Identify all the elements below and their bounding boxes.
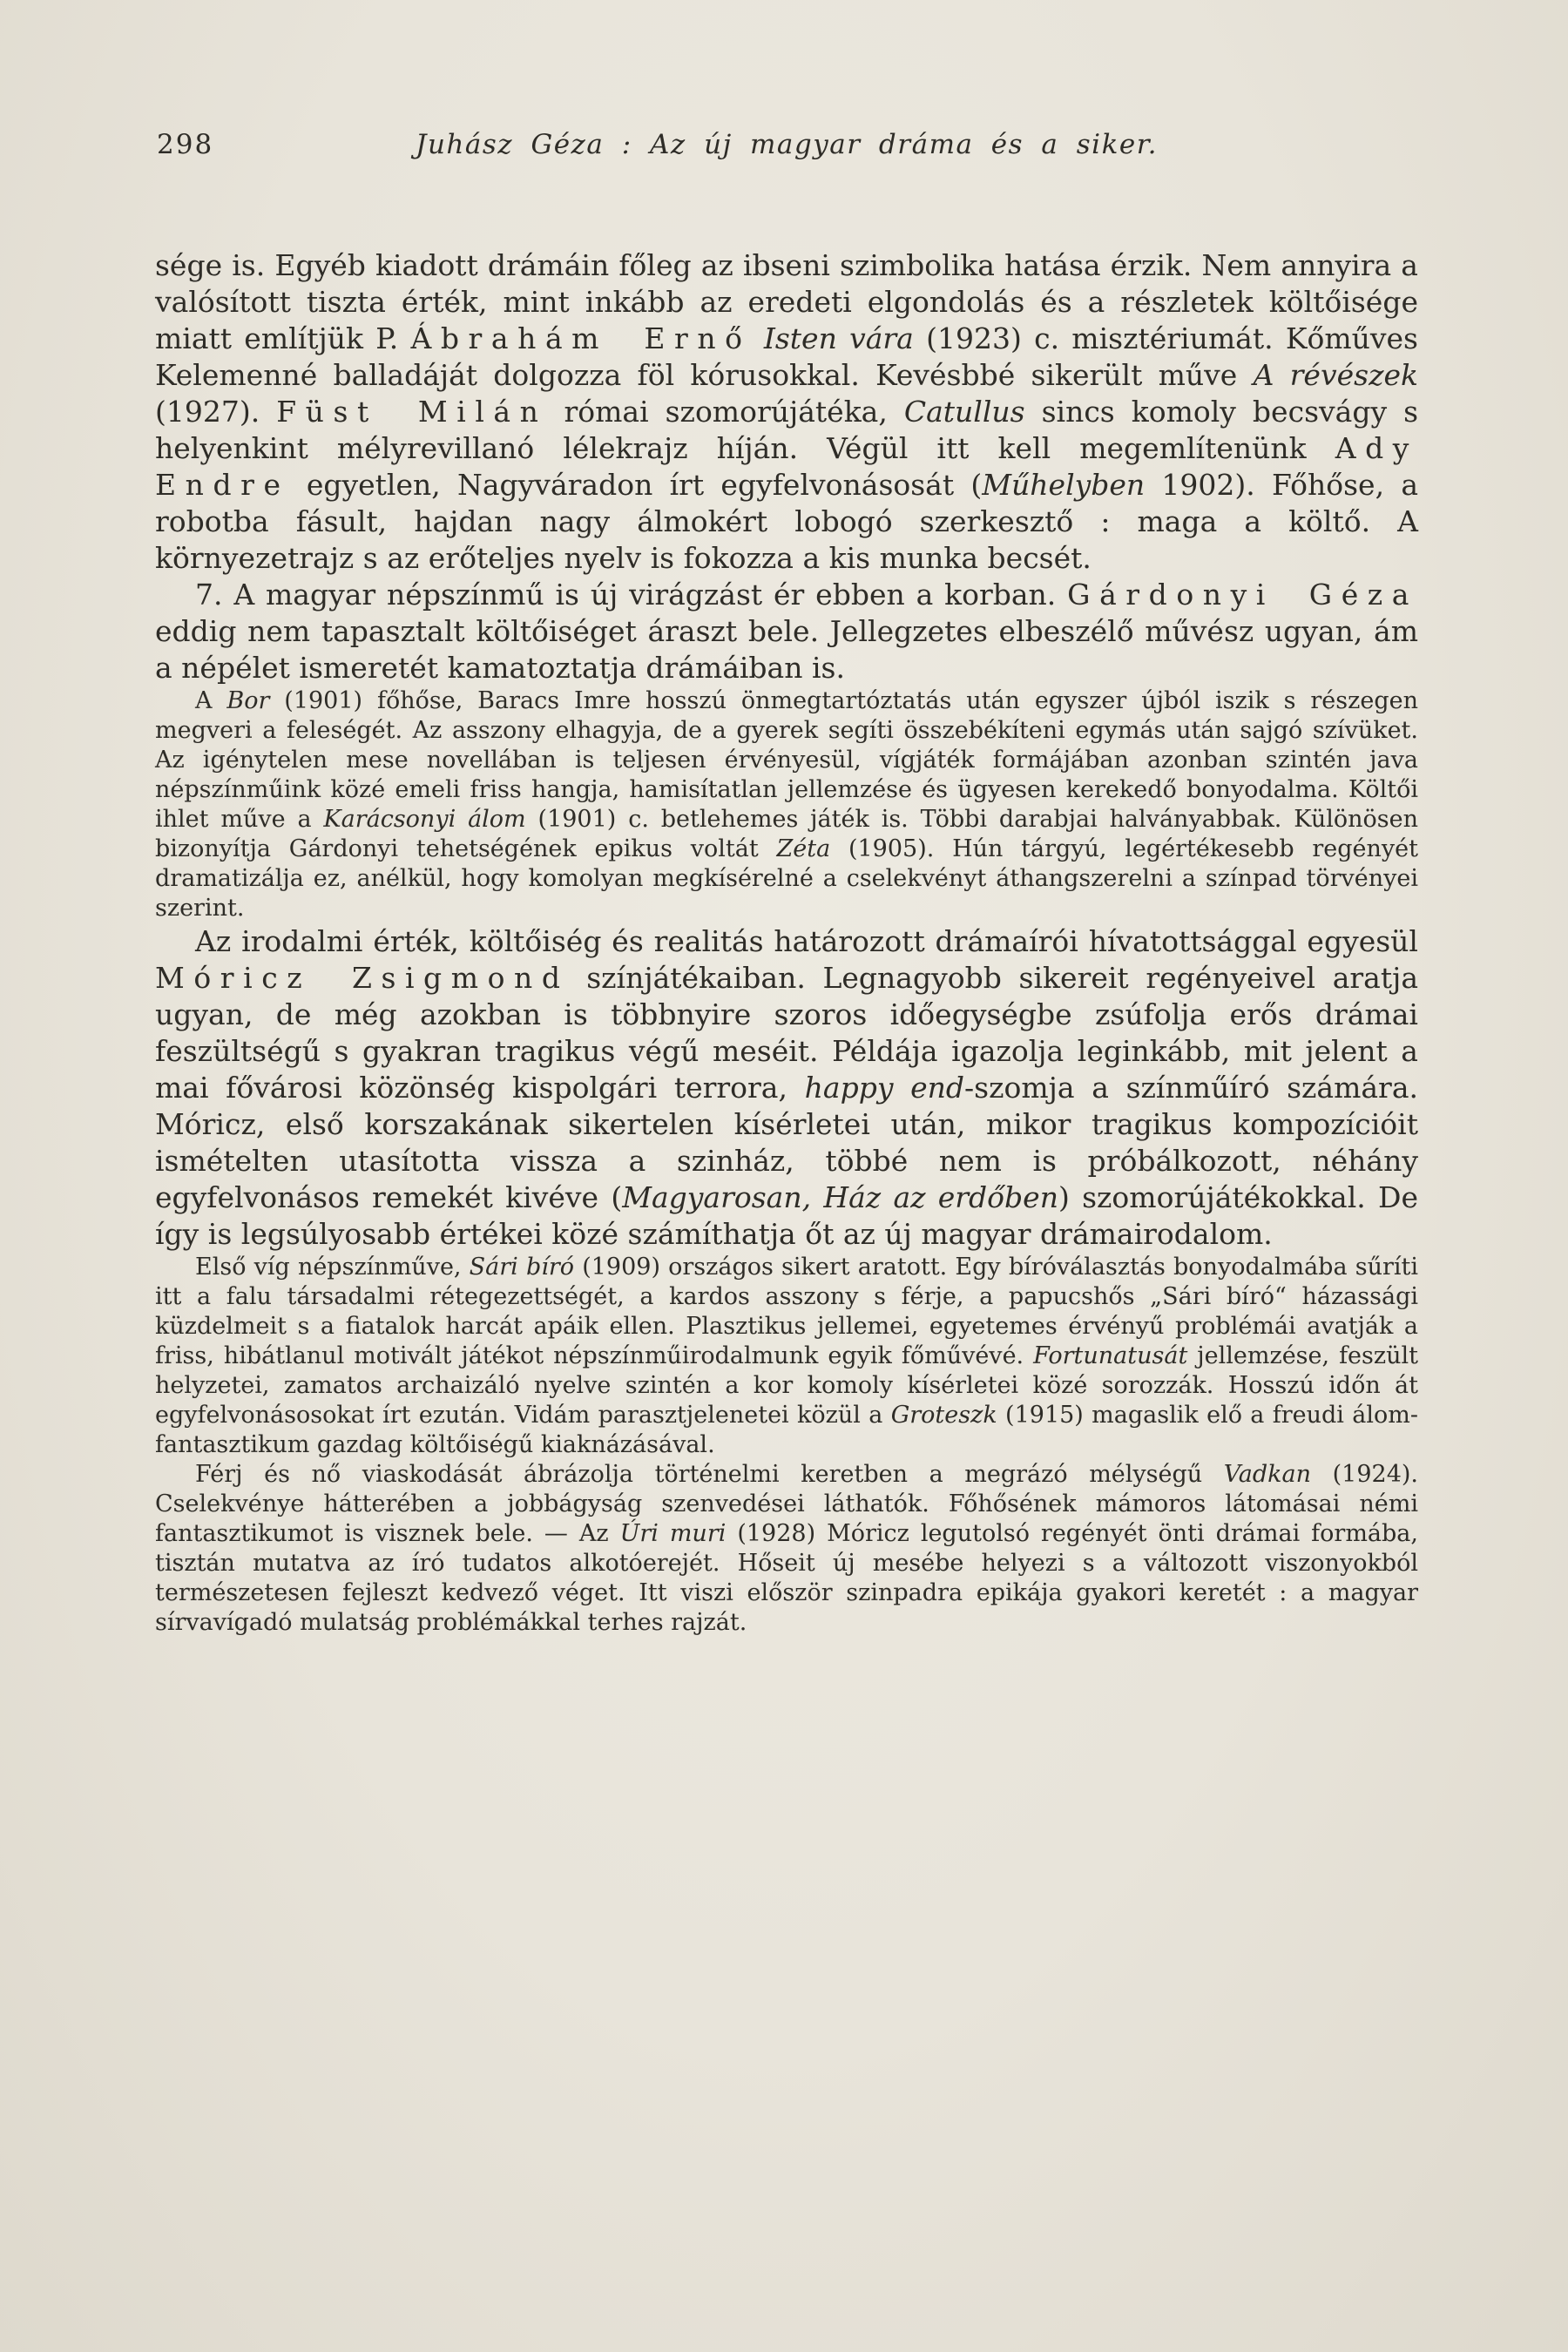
body-text: 1902). Főhőse, a robotba fásult, hajdan nagy álmokért lobogó szerkesztő : maga a költő. A környezetrajz s az erőteljes nyelv is fokozza a kis munka becsét. [155,468,1418,575]
italic-text: Sári bíró [469,1254,575,1281]
body-text: színjátékaiban. Legnagyobb sikereit regényeivel aratja ugyan, de még azokban is többnyire szoros időegységbe zsúfolja erős drámai feszültségű s gyakran tragikus végű meséit. Példája igazolja leginkább, mit jelent a mai fővárosi közönség kispolgári terrora, [155,961,1419,1105]
paragraph [155,686,1418,923]
paragraph [155,1460,1418,1638]
body-text: jellemzése, feszült helyzetei, zamatos archaizáló nyelve szintén a kor komoly kísérletei közé sorozzák. Hosszú időn át egyfelvonásosokat írt ezután. Vidám parasztjelenetei közül a [155,1342,1418,1429]
letterspaced-name: Gárdonyi Géza [1067,578,1418,612]
italic-text: happy end [804,1071,965,1105]
italic-text: Groteszk [890,1402,997,1429]
body-text: 7. A magyar népszínmű is új virágzást ér ebben a korban. [195,578,1068,612]
body-text: (1915) magaslik elő a freudi álom-fantasztikum gazdag költőiségű kiaknázásával. [155,1402,1418,1458]
page-header [155,129,1418,167]
letterspaced-name: Ábrahám Ernő [410,321,752,355]
body-text: (1909) országos sikert aratott. Egy bíróválasztás bonyodalmába sűríti itt a falu társadalmi rétegezettségét, a kardos asszony s férje, a papucshős „Sári bíró“ házassági küzdelmeit s a fiatalok harcát apáik ellen. Plasztikus jellemei, egyetemes érvényű problémái avatják a friss, hibátlanul motivált játékot népszínműirodalmunk egyik főművévé. [155,1254,1418,1369]
body-text: eddig nem tapasztalt költőiséget áraszt bele. Jellegzetes elbeszélő művész ugyan, ám a népélet ismeretét kamatoztatja drámáiban is. [155,614,1418,685]
body-text: (1901) c. betlehemes játék is. Többi darabjai halványabbak. Különösen bizonyítja Gárdonyi tehetségének epikus voltát [155,806,1418,862]
page-number: 298 [157,129,214,160]
italic-text: Úri muri [619,1520,727,1547]
body-text: -szomja a színműíró számára. Móricz, első korszakának sikertelen kísérletei után, mikor tragikus kompozícióit ismételten utasította vissza a szinház, többé nem is próbálkozott, néhány egyfelvonásos remekét kivéve ( [155,1071,1418,1214]
body-text: (1901) főhőse, Baracs Imre hosszú önmegtartóztatás után egyszer újból iszik s részegen megveri a feleségét. Az asszony elhagyja, de a gyerek segíti összebékíteni egymás után sajgó szívüket. Az igénytelen mese novellában is teljesen érvényesül, vígjáték formájában azonban szintén java népszínműink közé emeli friss hangja, hamisítatlan jellemzése és ügyesen kerekedő bonyodalma. Költői ihlet műve a [155,687,1418,833]
body-text: ) szomorújátékokkal. De így is legsúlyosabb értékei közé számíthatja őt az új magyar drámairodalom. [155,1180,1418,1251]
italic-text: Műhelyben [982,468,1146,502]
body-text: (1928) Móricz legutolsó regényét önti drámai formába, tisztán mutatva az író tudatos alkotóerejét. Hőseit új mesébe helyezi s a változott viszonyokból természetesen fejleszt kedvező véget. Itt viszi először szinpadra epikája gyakori keretét : a magyar sírvavígadó mulatság problémákkal terhes rajzát. [155,1520,1418,1636]
body-text: Férj és nő viaskodását ábrázolja történelmi keretben a megrázó mélységű [195,1461,1224,1488]
italic-text: Magyarosan, Ház az erdőben [622,1180,1058,1214]
italic-text: Zéta [776,835,831,862]
body-text: sincs komoly becsvágy s helyenkint mélyrevillanó lélekrajz híján. Végül itt kell megemlítenünk [155,395,1419,465]
italic-text: Bor [226,687,270,714]
letterspaced-name: Ady Endre [155,431,1418,502]
letterspaced-name: Móricz Zsigmond [155,961,570,995]
body-text: (1905). Hún tárgyú, legértékesebb regényét dramatizálja ez, anélkül, hogy komolyan megkísérelné a cselekvényt áthangszerelni a színpad törvényei szerint. [155,835,1418,922]
text-block [155,247,1418,1638]
body-text: római szomorújátéka, [547,395,904,429]
paragraph [155,247,1418,577]
body-text: Az irodalmi érték, költőiség és realitás határozott drámaírói hívatottsággal egyesül [195,924,1418,958]
body-text: (1924). Cselekvénye hátterében a jobbágyság szenvedései láthatók. Főhősének mámoros látomásai némi fantasztikumot is visznek bele. — Az [155,1461,1418,1547]
letterspaced-name: Füst Milán [276,395,548,429]
italic-text: Vadkan [1223,1461,1312,1488]
body-text: (1923) c. misztériumát. Kőműves Kelemenné balladáját dolgozza föl kórusokkal. Kevésbbé sikerült műve [155,321,1418,392]
body-text: (1927). [155,395,277,429]
paragraph [155,577,1418,686]
paragraph [155,923,1418,1253]
body-text: A [195,687,227,714]
body-text: egyetlen, Nagyváradon írt egyfelvonásosát ( [289,468,983,502]
italic-text: A révészek [1253,358,1418,392]
italic-text: Catullus [903,395,1025,429]
body-text [752,321,764,355]
paragraph [155,1253,1418,1460]
body-text: sége is. Egyéb kiadott drámáin főleg az ibseni szimbolika hatása érzik. Nem annyira a valósított tiszta érték, mint inkább az eredeti elgondolás és a részletek költőisége miatt említjük P. [155,248,1418,355]
italic-text: Fortunatusát [1033,1342,1188,1369]
body-text: Első víg népszínműve, [195,1254,470,1281]
italic-text: Isten vára [763,321,914,355]
italic-text: Karácsonyi álom [323,806,526,833]
running-title: Juhász Géza : Az új magyar dráma és a siker. [416,129,1158,160]
